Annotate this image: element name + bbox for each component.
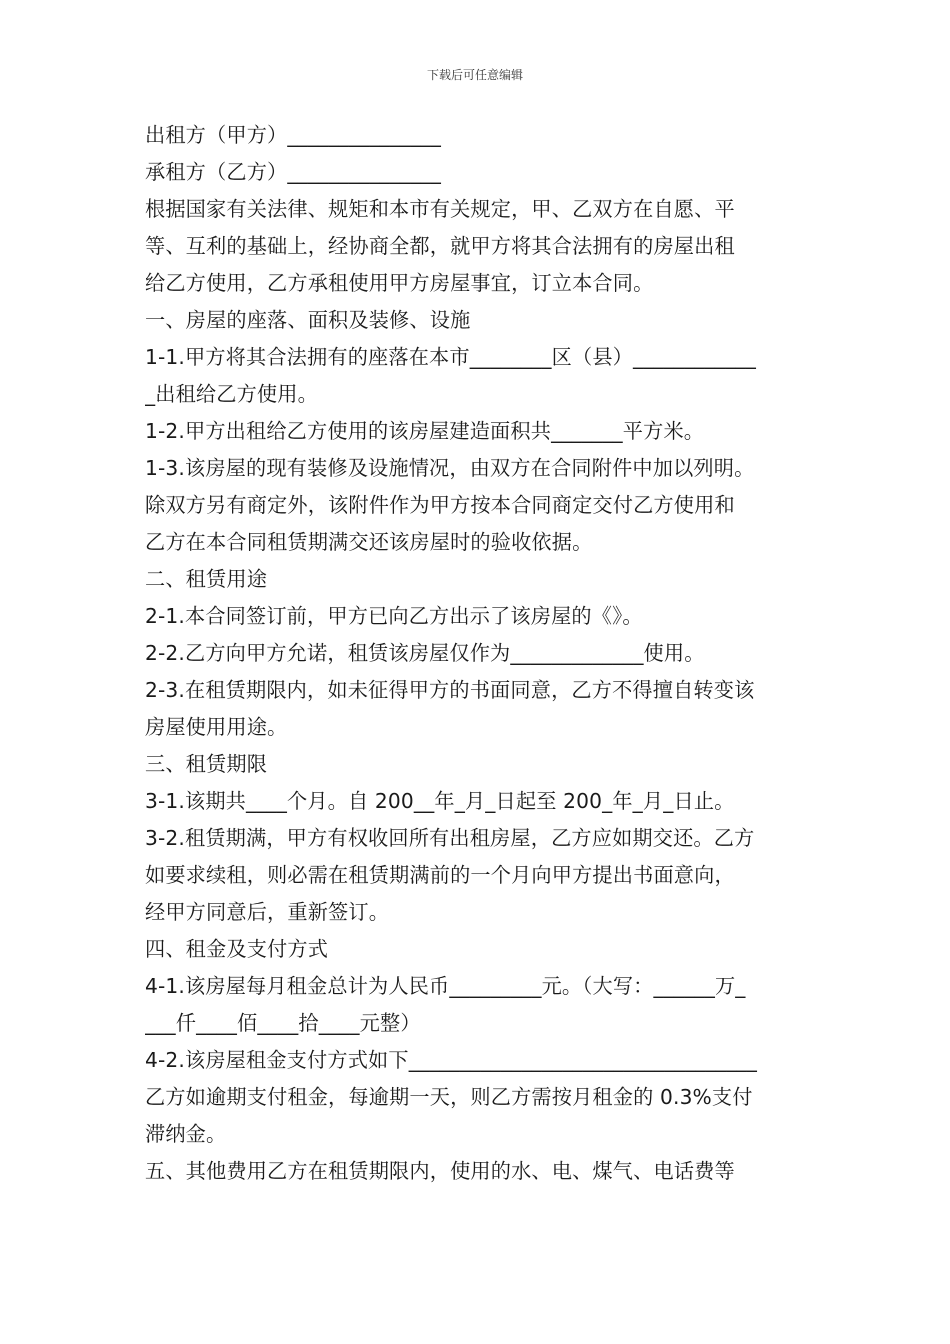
clause-4-1-line-1: 4-1.该房屋每月租金总计为人民币_________元。（大写：______万_ — [145, 974, 746, 998]
clause-1-3-line-1: 1-3.该房屋的现有装修及设施情况，由双方在合同附件中加以列明。 — [145, 456, 755, 480]
clause-2-3-line-2: 房屋使用用途。 — [145, 715, 288, 739]
clause-1-1-line-1: 1-1.甲方将其合法拥有的座落在本市________区（县）____________ — [145, 345, 756, 369]
clause-3-2-line-1: 3-2.租赁期满，甲方有权收回所有出租房屋，乙方应如期交还。乙方 — [145, 826, 755, 850]
clause-1-2: 1-2.甲方出租给乙方使用的该房屋建造面积共_______平方米。 — [145, 419, 705, 443]
clause-2-1: 2-1.本合同签订前，甲方已向乙方出示了该房屋的《》。 — [145, 604, 643, 628]
clause-3-1: 3-1.该期共____个月。自 200__年_月_日起至 200_年_月_日止。 — [145, 789, 735, 813]
clause-3-2-line-2: 如要求续租，则必需在租赁期满前的一个月向甲方提出书面意向， — [145, 863, 735, 887]
preamble-line-3: 给乙方使用，乙方承租使用甲方房屋事宜，订立本合同。 — [145, 271, 654, 295]
section-5-line-1: 五、其他费用乙方在租赁期限内，使用的水、电、煤气、电话费等 — [145, 1159, 735, 1183]
section-1-heading: 一、房屋的座落、面积及装修、设施 — [145, 308, 471, 332]
section-2-heading: 二、租赁用途 — [145, 567, 268, 591]
clause-1-3-line-3: 乙方在本合同租赁期满交还该房屋时的验收依据。 — [145, 530, 593, 554]
clause-3-2-line-3: 经甲方同意后，重新签订。 — [145, 900, 390, 924]
contract-body — [145, 117, 807, 1190]
clause-1-1-line-2: _出租给乙方使用。 — [145, 382, 318, 406]
preamble-line-1: 根据国家有关法律、规矩和本市有关规定，甲、乙双方在自愿、平 — [145, 197, 735, 221]
party-a-line: 出租方（甲方）_______________ — [145, 123, 442, 147]
section-3-heading: 三、租赁期限 — [145, 752, 268, 776]
clause-2-2: 2-2.乙方向甲方允诺，租赁该房屋仅作为_____________使用。 — [145, 641, 705, 665]
page-header: 下载后可任意编辑 — [426, 68, 523, 82]
clause-4-1-line-2: ___仟____佰____拾____元整） — [145, 1011, 421, 1035]
party-b-line: 承租方（乙方）_______________ — [145, 160, 442, 184]
clause-4-2-line-2: 乙方如逾期支付租金，每逾期一天，则乙方需按月租金的 0.3%支付 — [145, 1085, 753, 1109]
preamble-line-2: 等、互利的基础上，经协商全都，就甲方将其合法拥有的房屋出租 — [145, 234, 735, 258]
clause-2-3-line-1: 2-3.在租赁期限内，如未征得甲方的书面同意，乙方不得擅自转变该 — [145, 678, 755, 702]
clause-4-2-line-1: 4-2.该房屋租金支付方式如下__________________________________ — [145, 1048, 757, 1072]
clause-1-3-line-2: 除双方另有商定外，该附件作为甲方按本合同商定交付乙方使用和 — [145, 493, 735, 517]
section-4-heading: 四、租金及支付方式 — [145, 937, 329, 961]
clause-4-2-line-3: 滞纳金。 — [145, 1122, 227, 1146]
